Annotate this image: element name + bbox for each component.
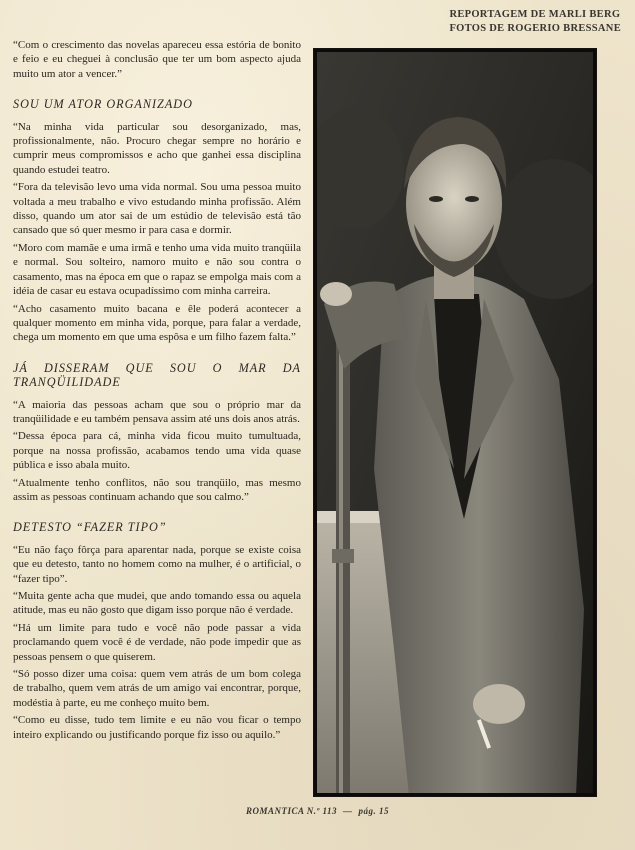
paragraph: “Muita gente acha que mudei, que ando tomando essa ou aquela atitude, mas eu não gosto que digam isso porque não é verdade. <box>13 590 301 617</box>
magazine-issue: ROMANTICA N.º 113 <box>246 806 337 816</box>
paragraph: “Eu não faço fôrça para aparentar nada, porque se existe coisa que eu detesto, tanto no homem como na mulher, é o artificial, o “fazer tipo”. <box>13 543 301 585</box>
paragraph: “Fora da televisão levo uma vida normal. Sou uma pessoa muito voltada a meu trabalho e vivo estudando minha profissão. Além disso, quando um ator sai de um estúdio de televisão está tão cansado que só quer mesmo ir para casa e dormir. <box>13 181 301 237</box>
section-heading: SOU UM ATOR ORGANIZADO <box>13 97 193 112</box>
paragraph: “Dessa época para cá, minha vida ficou muito tumultuada, porque na nossa profissão, acabamos tendo uma vida quase pública e isso abala muito. <box>13 430 301 472</box>
portrait-illustration <box>314 49 596 796</box>
article-credits <box>449 8 621 36</box>
actor-portrait-photo <box>313 48 597 797</box>
paragraph: “Só posso dizer uma coisa: quem vem atrás de um bom colega de trabalho, quem vem atrás de um amigo vai encontrar, porque, modéstia à parte, eu me conheço muito bem. <box>13 668 301 709</box>
reporter-credit: REPORTAGEM DE MARLI BERG <box>449 9 621 20</box>
article-text-column <box>13 38 301 745</box>
section-heading: JÁ DISSERAM QUE SOU O MAR DA TRANQÜILIDADE <box>13 360 301 390</box>
paragraph: “Há um limite para tudo e você não pode passar a vida proclamando quem você é de verdade, não pode impedir que as pessoas pensem o que quiserem. <box>13 621 301 663</box>
intro-paragraph: “Com o crescimento das novelas apareceu essa estória de bonito e feio e eu cheguei à conclusão que ter um bom aspecto ajuda muito um ator a vencer.” <box>13 39 301 80</box>
paragraph: “A maioria das pessoas acham que sou o próprio mar da tranqüilidade e eu também pensava assim até uns dois anos atrás. <box>13 398 301 425</box>
paragraph: “Como eu disse, tudo tem limite e eu não vou ficar o tempo inteiro explicando ou justificando porque fiz isso ou aquilo.” <box>13 714 301 741</box>
photo-credit: FOTOS DE ROGERIO BRESSANE <box>449 23 621 34</box>
paragraph: “Acho casamento muito bacana e êle poderá acontecer a qualquer momento em minha vida, porque, para falar a verdade, chega um momento em que uma espôsa e um filho fazem falta.” <box>13 302 301 344</box>
page-number: pág. 15 <box>358 806 389 816</box>
section-heading: DETESTO “FAZER TIPO” <box>13 520 167 535</box>
page-footer <box>0 806 635 816</box>
paragraph: “Na minha vida particular sou desorganizado, mas, profissionalmente, não. Procuro chegar sempre no horário e cumprir meus compromissos e acho que ganhei essa disciplina quando estudei teatro. <box>13 120 301 176</box>
footer-separator: — <box>342 806 353 816</box>
paragraph: “Moro com mamãe e uma irmã e tenho uma vida muito tranqüila e normal. Sou solteiro, namoro muito e não sou contra o casamento, mas na época em que o rapaz se empolga mais com a idéia de casar eu estava ocupadíssimo com minha carreira. <box>13 241 301 298</box>
paragraph: “Atualmente tenho conflitos, não sou tranqüilo, mas mesmo assim as pessoas continuam achando que sou calmo.” <box>13 476 301 503</box>
